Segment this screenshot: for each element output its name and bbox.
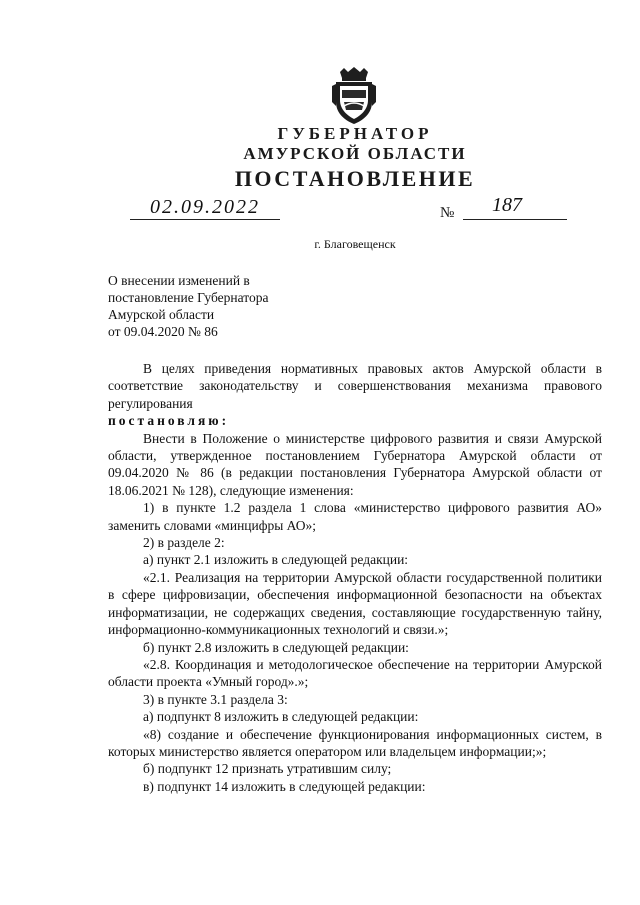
body-paragraph: а) подпункт 8 изложить в следующей редакции:: [143, 709, 419, 725]
number-underline: [463, 219, 567, 220]
body-paragraph: а) пункт 2.1 изложить в следующей редакции:: [143, 552, 409, 568]
subject-line: от 09.04.2020 № 86: [108, 324, 218, 339]
subject-line: постановление Губернатора: [108, 290, 269, 305]
body-paragraph: 3) в пункте 3.1 раздела 3:: [143, 691, 288, 707]
body-paragraph: б) пункт 2.8 изложить в следующей редакции:: [143, 639, 409, 655]
document-subject: [108, 272, 268, 340]
coat-of-arms-emblem: [330, 66, 378, 126]
body-paragraph: б) подпункт 12 признать утратившим силу;: [143, 761, 392, 777]
intro-paragraph: В целях приведения нормативных правовых актов Амурской области в соответствие законодательству и совершенствования механизма правового регулирования: [108, 361, 602, 411]
body-paragraph: 2) в разделе 2:: [143, 535, 225, 551]
body-paragraph: «2.1. Реализация на территории Амурской области государственной политики в сфере цифровизации, обеспечения информационной безопасности на объектах информатизации, не содержащих сведения, составляющие государственную тайну, информационно-коммуникационных технологий и связи.»;: [108, 569, 602, 638]
date-underline: [130, 219, 280, 220]
subject-line: Амурской области: [108, 307, 215, 322]
body-paragraph: «8) создание и обеспечение функционирования информационных систем, в которых министерство является оператором или владельцем информации;»;: [108, 726, 602, 759]
document-body: [108, 360, 602, 795]
body-paragraph: в) подпункт 14 изложить в следующей редакции:: [143, 778, 426, 794]
body-paragraph: «2.8. Координация и методологическое обеспечение на территории Амурской области проекта «Умный город».»;: [108, 656, 602, 690]
subject-line: О внесении изменений в: [108, 273, 250, 288]
issue-city: г. Благовещенск: [314, 237, 396, 251]
issuer-title: ГУБЕРНАТОР: [277, 124, 433, 143]
body-paragraph: Внести в Положение о министерстве цифрового развития и связи Амурской области, утвержденное постановлением Губернатора Амурской области от 09.04.2020 № 86 (в редакции постановления Губернатора Амурской области от 18.06.2021 № 128), следующие изменения:: [108, 430, 602, 498]
document-number: 187: [492, 194, 522, 216]
resolve-word: постановляю:: [108, 413, 230, 429]
issuer-region: АМУРСКОЙ ОБЛАСТИ: [243, 144, 467, 163]
document-type: ПОСТАНОВЛЕНИЕ: [234, 166, 476, 191]
number-sign: №: [440, 205, 455, 221]
body-paragraph: 1) в пункте 1.2 раздела 1 слова «министерство цифрового развития АО» заменить словами «минцифры АО»;: [108, 500, 602, 533]
document-date: 02.09.2022: [150, 196, 260, 218]
